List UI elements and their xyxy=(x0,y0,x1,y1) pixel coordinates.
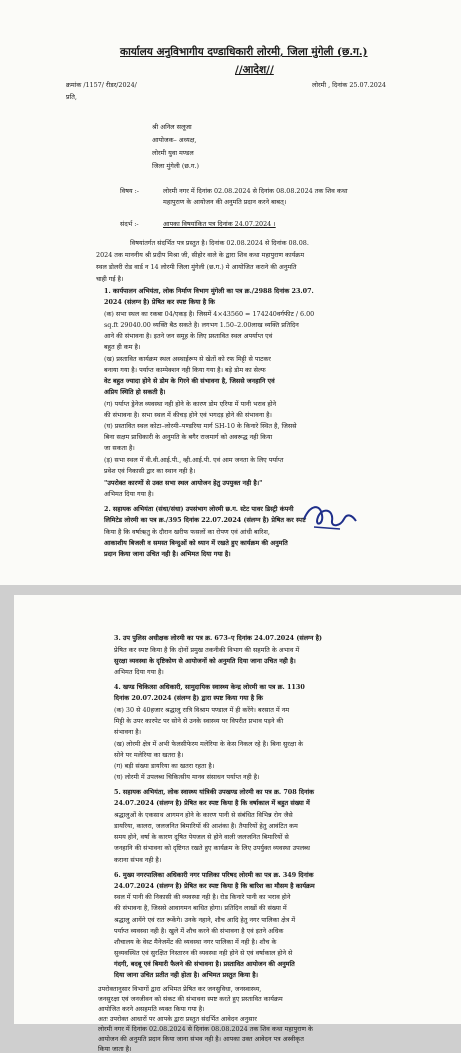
item-line: की संभावना है, जिससे आवागमन बाधित होगा। प्रतिदिन लाखों की संख्या में xyxy=(114,904,287,912)
item-line: जनहानि की संभावना को दृष्टिगत रखते हुए कार्यक्रम के लिए उपर्युक्त व्यवस्था उपलब्ध xyxy=(114,844,310,852)
item-line: बिना सक्षम प्राधिकारी के अनुमति के बगैर राजमार्ग को अवरूद्ध नही किया xyxy=(104,433,273,441)
item-line: (क) सभा स्थल का रकबा 04/एकड़ है। जिसमें 4×43560 = 174240वर्गफीट / 6.00 xyxy=(104,310,315,318)
subject-line: लोरमी नगर में दिनांक 02.08.2024 से दिनांक 08.08.2024 तक शिव कथा xyxy=(163,187,348,195)
prati-label: प्रति, xyxy=(66,93,77,101)
paragraph-line: विषयांतर्गत संदर्भित पत्र प्रस्तुत है। दिनांक 02.08.2024 से दिनांक 08.08. xyxy=(130,239,309,247)
item-line: स्थल में पानी की निकासी की व्यवस्था नही है। रोड किनारे पानी का भराव होने xyxy=(114,893,291,901)
reference-label: संदर्भ :- xyxy=(120,220,139,228)
item-line: डायरिया, कालरा, जलजनित बिमारियों की आशंका है। तैयारियों हेतु आवंटित कम xyxy=(114,822,298,830)
item-line: गंदगी, बदबू एवं बिमारी फैलने की संभावना है। प्रस्तावित आयोजन की अनुमति xyxy=(114,960,295,968)
subject-line: महापुराण के आयोजन की अनुमति प्रदान करने बाबत्। xyxy=(163,198,287,206)
item-line: प्रवेश एवं निकासी द्वार का स्थान नही है। xyxy=(104,467,196,475)
subject-label: विषय :- xyxy=(120,187,139,195)
item-line: समय होने, वर्षा के कारण दूषित पेयजल से होने वाली जलजनित बिमारियों से xyxy=(114,833,289,841)
item-line: (ख) लोरमी क्षेत्र में अभी फेलसीफेरम मलेरिया के केस निकल रहे है। बिना सुरक्षा के xyxy=(114,740,304,748)
item-line: 1. कार्यपालन अभियंता, लोक निर्माण विभाग मुंगेली का पत्र क्र./2988 दिनांक 23.07. xyxy=(104,287,314,295)
item-line: 24.07.2024 (संलग्न है) प्रेषित कर स्पष्ट किया है कि बारिश का मौसम है कार्यक्रम xyxy=(114,882,315,890)
item-line: की संभावना है। सभा स्थल में कीचड़ होने एवं भगदड़ होने की संभावना है। xyxy=(104,411,272,419)
paragraph-line: उपरोक्तानुसार विभागों द्वारा अभिमत प्रेषित कर जनसुविधा, जनस्वास्थ्य, xyxy=(98,985,262,993)
item-line: आने की संभावना है। इतने जन समूह के लिए प्रस्तावित स्थल अपर्याप्त एवं xyxy=(104,332,273,340)
item-line: कराना संभव नही है। xyxy=(114,856,162,864)
paragraph-line: अतः उपरोक्त आधारों पर आपके द्वारा प्रस्तुत संदर्भित आवेदन अनुसार xyxy=(98,1015,257,1023)
item-line: बनाया गया है। पर्याप्त काम्पेक्शन नही किया गया है। बड़े डोम का सेल्फ xyxy=(104,366,266,374)
item-line: दिनांक 20.07.2024 (संलग्न है) द्वारा स्पष्ट किया गया है कि xyxy=(114,694,263,702)
item-line: सोने पर मलेरिया का खतरा है। xyxy=(114,751,184,759)
office-heading: कार्यालय अनुविभागीय दण्डाधिकारी लोरमी, जिला मुंगेली (छ.ग.) xyxy=(120,46,368,58)
order-heading: //आदेश// xyxy=(235,64,274,76)
item-line: अभिमत दिया गया है। xyxy=(114,668,164,676)
item-line: 5. सहायक अभियंता, लोक स्वास्थ्य यांत्रिकी उपखण्ड लोरमी का पत्र क्र. 708 दिनांक xyxy=(114,788,315,796)
item-line: (घ) प्रस्तावित स्थल कोटा–लोरमी–पण्डरिया मार्ग SH-10 के किनारे स्थित है, जिससे xyxy=(104,422,297,430)
item-line: (ग) बड़ी संख्या डायरिया का खतरा रहता है। xyxy=(114,762,215,770)
item-line: बहुत ही कम है। xyxy=(104,343,141,351)
item-line: अप्रिय स्थिति हो सकती है। xyxy=(104,388,166,396)
item-line: 2024 (संलग्न है) प्रेषित कर स्पष्ट किया है कि xyxy=(104,298,215,306)
item-line: (क) 30 से 40हजार श्रद्धालु रात्रि विश्राम पण्डाल में ही करेंगे। बरसात में नम xyxy=(114,706,290,714)
item-line: 6. मुख्य नगरपालिका अधिकारी नगर पालिका परिषद लोरमी का पत्र क्र. 349 दिनांक xyxy=(114,871,314,879)
item-line: (ग) पर्याप्त ड्रेनेज व्यवस्था नही होने के कारण डोम एरिया में पानी भराव होने xyxy=(104,400,277,408)
item-line: 24.07.2024 (संलग्न है) प्रेषित कर स्पष्ट किया है कि वर्षाकाल में बहुत संख्या में xyxy=(114,799,310,807)
paragraph-line: स्थल डोलरी रोड वार्ड न 14 लोरमी जिला मुंगेली (छ.ग.) मे आयोजित कराने की अनुमति xyxy=(96,263,297,271)
item-line: लिमिटेड लोरमी का पत्र क्र./395 दिनांक 22.07.2024 (संलग्न है) प्रेषित कर स्पष्ट xyxy=(104,516,306,524)
item-line: जा सकता है। xyxy=(104,444,135,452)
address-line: श्री अनिल सलूजा xyxy=(152,123,192,131)
paragraph-line: लोरमी नगर में दिनांक 02.08.2024 से दिनांक 08.08.2024 तक शिव कथा महापुराण के xyxy=(98,1025,313,1033)
item-line: प्रदान किया जाना उचित नही है। अभिमत दिया गया है। xyxy=(104,550,231,558)
item-line: वेट बहुत ज्यादा होने से डोम के गिरने की संभावना है, जिससे जनहानि एवं xyxy=(104,377,275,385)
order-date: लोरमी , दिनांक 25.07.2024 xyxy=(312,81,386,89)
item-line: दिया जाना उचित प्रतीत नही होता है। अभिमत प्रस्तुत किया है। xyxy=(114,971,259,979)
paragraph-line: आयोजन की अनुमति प्रदान किया जाना संभव नही है। आपका उक्त आवेदन पत्र अस्वीकृत xyxy=(98,1035,304,1043)
item-line: 4. खण्ड चिकित्सा अधिकारी, सामुदायिक स्वास्थ्य केन्द्र लोरमी का पत्र क्र. 1130 xyxy=(114,683,305,691)
item-line: sq.ft 29040.00 व्यक्ति बैठ सकते है। लगभग 1.50–2.00लाख व्यक्ति प्रतिदिन xyxy=(104,321,299,329)
item-line: प्रेषित कर स्पष्ट किया है कि दोनों प्रमुख तकनीकी विभाग की सहमति के अभाव में xyxy=(114,646,300,654)
item-line: मिट्टी के उपर कारपेट पर सोने से उनके स्वास्थ्य पर विपरीत प्रभाव पड़ने की xyxy=(114,717,284,725)
item-line: (ड़) सभा स्थल में वी.वी.आई.पी., व्ही.आई.पी. एवं आम जनता के लिए पर्याप्त xyxy=(104,456,284,464)
paragraph-line: 2024 तक माननीय श्री प्रदीप मिश्रा जी, सीहोर वाले के द्वारा शिव कथा महापुराण कार्यक्रम xyxy=(96,251,305,259)
reference-number: क्रमांक /1157/ रीडर/2024/ xyxy=(66,81,137,89)
paragraph-line: आयोजित करने असहमति व्यक्त किया गया है। xyxy=(98,1005,205,1013)
item-line: आकाशीय बिजली व समस्त बिन्दुओं को ध्यान में रखते हुए कार्यक्रम की अनुमति xyxy=(104,539,288,547)
reference-text: आपका विषयांकित पत्र दिनांक 24.07.2024 । xyxy=(163,220,276,228)
item-line: (घ) लोरमी में उपलब्ध चिकित्सीय मानव संसाधन पर्याप्त नही है। xyxy=(114,773,260,781)
paragraph-line: चाही गई है। xyxy=(96,275,124,283)
item-line: (ख) प्रस्तावित कार्यक्रम स्थल अस्थाईरूप से खेतों को रफ मिट्टी से पाटकर xyxy=(104,355,271,363)
item-line: श्रद्धालु आयेंगे एवं रात रूकेंगे। उनके नहाने, शौच आदि हेतु नगर पालिका क्षेत्र में xyxy=(114,916,296,924)
item-line: "उपरोक्त कारणों से उक्त सभा स्थल आयोजन हेतु उपयुक्त नही है।" xyxy=(104,479,263,487)
item-line: किया है कि वर्षाऋतु के दौरान खरीफ फसलों का रोपण एवं आंधी बारिश, xyxy=(104,528,270,536)
item-line: पर्याप्त व्यवस्था नही है। खुले में शौच करने की संभावना है एवं इतने अधिक xyxy=(114,927,284,935)
paragraph-line: किया जाता है। xyxy=(98,1045,132,1053)
item-line: 3. उप पुलिस अधीक्षक लोरमी का पत्र क्र. 673–ए दिनांक 24.07.2024 (संलग्न है) xyxy=(114,634,323,642)
item-line: अभिमत दिया गया है। xyxy=(104,490,154,498)
item-line: संभावना है। xyxy=(114,728,142,736)
item-line: सुव्यवस्थित एवं सुरक्षित निस्तारन की व्यवस्था नही होने से एवं वर्षाकाल होने से xyxy=(114,949,293,957)
item-line: 2. सहायक अभियंता (संधा/संधा) उपसंभाग लोरमी छ.ग. स्टेट पावर डिस्ट्री कंपनी xyxy=(104,505,294,513)
signature-icon xyxy=(300,497,360,533)
paragraph-line: जनसुरक्षा एवं जनजीवन को संकट की संभावना स्पष्ट करते हुए प्रस्तावित कार्यक्रम xyxy=(98,995,283,1003)
item-line: श्रद्धालुओं के एकसाथ आगमन होने के कारण पानी से संबंधित विभिन्न रोग जैसे xyxy=(114,811,293,819)
address-line: जिला मुंगेली (छ.ग.) xyxy=(152,162,199,170)
order-page-2 xyxy=(14,595,461,1053)
address-line: आयोजक– अध्यक्ष, xyxy=(152,136,197,144)
address-line: लोरमी युवा मण्डल xyxy=(152,149,194,157)
item-line: सुरक्षा व्यवस्था के दृष्टिकोण से आयोजनों को अनुमति दिया जाना उचित नही है। xyxy=(114,657,296,665)
item-line: शौचालय के वेस्ट मैनेजमेंट की व्यवस्था नगर पालिका में नही है। शौच के xyxy=(114,938,277,946)
